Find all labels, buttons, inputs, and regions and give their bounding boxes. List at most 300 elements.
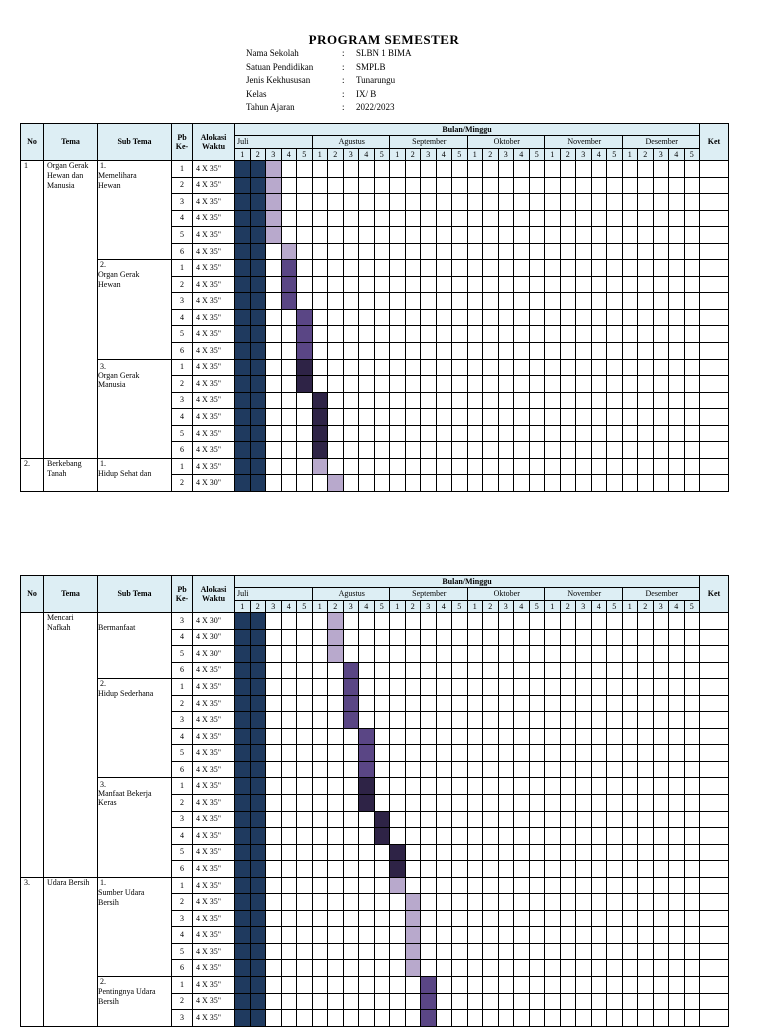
week-cell <box>421 778 437 795</box>
week-cell <box>235 745 251 762</box>
week-cell <box>514 442 530 459</box>
week-cell <box>669 309 685 326</box>
week-cell <box>684 861 700 878</box>
week-cell <box>591 425 607 442</box>
week-cell <box>235 161 251 178</box>
week-cell <box>374 811 390 828</box>
week-cell <box>591 260 607 277</box>
week-cell <box>452 977 468 994</box>
week-cell <box>452 679 468 696</box>
week-cell <box>529 728 545 745</box>
week-cell <box>405 409 421 426</box>
week-cell <box>421 977 437 994</box>
week-cell <box>328 260 344 277</box>
week-cell <box>467 695 483 712</box>
week-cell <box>281 943 297 960</box>
week-cell <box>529 977 545 994</box>
header-week: 1 <box>390 601 406 613</box>
week-cell <box>421 161 437 178</box>
week-cell <box>312 761 328 778</box>
week-cell <box>529 194 545 211</box>
week-cell <box>545 359 561 376</box>
week-cell <box>669 960 685 977</box>
week-cell <box>250 629 266 646</box>
week-cell <box>498 326 514 343</box>
week-cell <box>281 861 297 878</box>
ket-cell <box>700 392 729 409</box>
ket-cell <box>700 326 729 343</box>
week-cell <box>452 613 468 630</box>
week-cell <box>576 778 592 795</box>
week-cell <box>576 276 592 293</box>
week-cell <box>328 276 344 293</box>
week-cell <box>498 960 514 977</box>
week-cell <box>405 960 421 977</box>
week-cell <box>607 795 623 812</box>
week-cell <box>266 227 282 244</box>
week-cell <box>374 679 390 696</box>
week-cell <box>281 442 297 459</box>
week-cell <box>235 475 251 492</box>
alokasi-cell: 4 X 30" <box>193 629 235 646</box>
header-week: 5 <box>297 601 313 613</box>
week-cell <box>250 326 266 343</box>
alokasi-cell: 4 X 35" <box>193 877 235 894</box>
week-cell <box>266 745 282 762</box>
week-cell <box>359 662 375 679</box>
week-cell <box>684 828 700 845</box>
week-cell <box>591 977 607 994</box>
week-cell <box>452 458 468 475</box>
week-cell <box>390 728 406 745</box>
week-cell <box>545 613 561 630</box>
tema-cell: Mencari Nafkah <box>44 613 98 878</box>
week-cell <box>312 326 328 343</box>
week-cell <box>638 662 654 679</box>
header-week: 4 <box>669 149 685 161</box>
week-cell <box>483 210 499 227</box>
pb-cell: 5 <box>172 943 193 960</box>
week-cell <box>560 475 576 492</box>
week-cell <box>250 425 266 442</box>
week-cell <box>328 877 344 894</box>
week-cell <box>498 276 514 293</box>
week-cell <box>390 210 406 227</box>
week-cell <box>576 977 592 994</box>
week-cell <box>607 293 623 310</box>
header-month: Juli <box>235 588 313 601</box>
week-cell <box>250 309 266 326</box>
week-cell <box>607 811 623 828</box>
week-cell <box>669 613 685 630</box>
header-week: 2 <box>638 601 654 613</box>
week-cell <box>514 877 530 894</box>
week-cell <box>343 293 359 310</box>
subtema-text: Bermanfaat <box>98 623 136 632</box>
week-cell <box>343 359 359 376</box>
header-week: 2 <box>405 601 421 613</box>
week-cell <box>483 458 499 475</box>
week-cell <box>405 177 421 194</box>
week-cell <box>638 293 654 310</box>
week-cell <box>266 475 282 492</box>
week-cell <box>498 309 514 326</box>
week-cell <box>235 679 251 696</box>
week-cell <box>343 409 359 426</box>
header-week: 5 <box>452 149 468 161</box>
week-cell <box>560 977 576 994</box>
week-cell <box>390 161 406 178</box>
week-cell <box>498 392 514 409</box>
week-cell <box>607 778 623 795</box>
week-cell <box>467 359 483 376</box>
alokasi-cell: 4 X 35" <box>193 376 235 393</box>
week-cell <box>436 811 452 828</box>
week-cell <box>343 910 359 927</box>
header-tema: Tema <box>44 124 98 161</box>
header-week: 3 <box>498 149 514 161</box>
subtema-text: Memelihara Hewan <box>98 171 137 190</box>
week-cell <box>390 993 406 1010</box>
week-cell <box>328 210 344 227</box>
week-cell <box>576 293 592 310</box>
week-cell <box>328 409 344 426</box>
week-cell <box>436 613 452 630</box>
week-cell <box>312 894 328 911</box>
no-cell: 2. <box>21 458 44 491</box>
subtema-text: Manfaat Bekerja Keras <box>98 789 152 808</box>
header-week: 4 <box>669 601 685 613</box>
week-cell <box>669 161 685 178</box>
week-cell <box>281 828 297 845</box>
week-cell <box>343 425 359 442</box>
week-cell <box>576 728 592 745</box>
week-cell <box>436 712 452 729</box>
week-cell <box>653 475 669 492</box>
week-cell <box>390 761 406 778</box>
week-cell <box>607 177 623 194</box>
week-cell <box>545 309 561 326</box>
pb-cell: 4 <box>172 409 193 426</box>
pb-cell: 2 <box>172 376 193 393</box>
week-cell <box>343 728 359 745</box>
week-cell <box>436 326 452 343</box>
week-cell <box>684 475 700 492</box>
week-cell <box>653 910 669 927</box>
header-pb: Pb Ke- <box>172 576 193 613</box>
week-cell <box>436 894 452 911</box>
week-cell <box>452 475 468 492</box>
week-cell <box>653 795 669 812</box>
week-cell <box>390 679 406 696</box>
week-cell <box>684 409 700 426</box>
header-week: 5 <box>529 149 545 161</box>
week-cell <box>312 993 328 1010</box>
week-cell <box>436 210 452 227</box>
week-cell <box>467 877 483 894</box>
week-cell <box>591 475 607 492</box>
week-cell <box>436 646 452 663</box>
week-cell <box>483 662 499 679</box>
week-cell <box>359 960 375 977</box>
week-cell <box>359 326 375 343</box>
week-cell <box>250 877 266 894</box>
week-cell <box>684 227 700 244</box>
pb-cell: 3 <box>172 613 193 630</box>
week-cell <box>576 425 592 442</box>
header-week: 4 <box>359 601 375 613</box>
week-cell <box>545 343 561 360</box>
week-cell <box>483 745 499 762</box>
alokasi-cell: 4 X 35" <box>193 409 235 426</box>
week-cell <box>328 927 344 944</box>
week-cell <box>374 927 390 944</box>
week-cell <box>560 409 576 426</box>
week-cell <box>669 260 685 277</box>
no-cell <box>21 613 44 878</box>
week-cell <box>312 392 328 409</box>
week-cell <box>684 442 700 459</box>
week-cell <box>328 177 344 194</box>
week-cell <box>545 877 561 894</box>
week-cell <box>560 613 576 630</box>
week-cell <box>312 210 328 227</box>
week-cell <box>266 943 282 960</box>
alokasi-cell: 4 X 35" <box>193 458 235 475</box>
week-cell <box>266 728 282 745</box>
week-cell <box>591 210 607 227</box>
week-cell <box>591 458 607 475</box>
week-cell <box>312 679 328 696</box>
week-cell <box>343 828 359 845</box>
week-cell <box>514 359 530 376</box>
alokasi-cell: 4 X 35" <box>193 910 235 927</box>
week-cell <box>669 376 685 393</box>
week-cell <box>607 359 623 376</box>
week-cell <box>250 392 266 409</box>
week-cell <box>421 910 437 927</box>
week-cell <box>638 960 654 977</box>
week-cell <box>622 910 638 927</box>
week-cell <box>467 662 483 679</box>
week-cell <box>607 877 623 894</box>
header-week: 2 <box>328 149 344 161</box>
subtema-cell <box>98 613 172 679</box>
week-cell <box>498 910 514 927</box>
week-cell <box>297 960 313 977</box>
week-cell <box>343 795 359 812</box>
week-cell <box>297 662 313 679</box>
ket-cell <box>700 795 729 812</box>
week-cell <box>281 927 297 944</box>
week-cell <box>591 343 607 360</box>
week-cell <box>374 894 390 911</box>
week-cell <box>622 425 638 442</box>
week-cell <box>545 745 561 762</box>
week-cell <box>514 613 530 630</box>
alokasi-cell: 4 X 35" <box>193 359 235 376</box>
week-cell <box>359 293 375 310</box>
week-cell <box>622 745 638 762</box>
week-cell <box>266 359 282 376</box>
week-cell <box>250 662 266 679</box>
pb-cell: 6 <box>172 861 193 878</box>
week-cell <box>452 778 468 795</box>
week-cell <box>467 679 483 696</box>
week-cell <box>591 227 607 244</box>
week-cell <box>576 194 592 211</box>
week-cell <box>343 326 359 343</box>
week-cell <box>622 475 638 492</box>
week-cell <box>498 761 514 778</box>
week-cell <box>607 276 623 293</box>
week-cell <box>328 227 344 244</box>
week-cell <box>607 243 623 260</box>
week-cell <box>297 795 313 812</box>
pb-cell: 6 <box>172 662 193 679</box>
week-cell <box>436 910 452 927</box>
week-cell <box>405 778 421 795</box>
week-cell <box>421 177 437 194</box>
week-cell <box>669 910 685 927</box>
week-cell <box>498 943 514 960</box>
week-cell <box>281 728 297 745</box>
week-cell <box>266 662 282 679</box>
week-cell <box>436 260 452 277</box>
week-cell <box>560 943 576 960</box>
week-cell <box>266 392 282 409</box>
week-cell <box>638 260 654 277</box>
subtema-cell <box>98 778 172 877</box>
week-cell <box>343 861 359 878</box>
week-cell <box>653 392 669 409</box>
week-cell <box>607 343 623 360</box>
week-cell <box>638 646 654 663</box>
week-cell <box>638 844 654 861</box>
week-cell <box>638 309 654 326</box>
week-cell <box>545 761 561 778</box>
week-cell <box>312 243 328 260</box>
week-cell <box>374 828 390 845</box>
week-cell <box>436 745 452 762</box>
ket-cell <box>700 662 729 679</box>
week-cell <box>250 844 266 861</box>
week-cell <box>312 425 328 442</box>
week-cell <box>328 293 344 310</box>
week-cell <box>343 679 359 696</box>
pb-cell: 1 <box>172 458 193 475</box>
week-cell <box>607 442 623 459</box>
week-cell <box>405 943 421 960</box>
week-cell <box>560 811 576 828</box>
week-cell <box>669 927 685 944</box>
week-cell <box>436 161 452 178</box>
week-cell <box>390 960 406 977</box>
week-cell <box>560 442 576 459</box>
week-cell <box>529 243 545 260</box>
week-cell <box>684 613 700 630</box>
week-cell <box>498 646 514 663</box>
info-sep: : <box>342 48 345 58</box>
week-cell <box>638 861 654 878</box>
week-cell <box>436 425 452 442</box>
week-cell <box>452 392 468 409</box>
week-cell <box>328 943 344 960</box>
week-cell <box>545 910 561 927</box>
subtema-text: Pentingnya Udara Bersih <box>98 987 156 1007</box>
week-cell <box>638 778 654 795</box>
week-cell <box>529 458 545 475</box>
week-cell <box>359 811 375 828</box>
week-cell <box>281 161 297 178</box>
week-cell <box>359 177 375 194</box>
week-cell <box>266 795 282 812</box>
week-cell <box>545 475 561 492</box>
week-cell <box>452 745 468 762</box>
week-cell <box>297 409 313 426</box>
week-cell <box>328 442 344 459</box>
ket-cell <box>700 210 729 227</box>
week-cell <box>560 293 576 310</box>
week-cell <box>514 943 530 960</box>
week-cell <box>684 712 700 729</box>
week-cell <box>638 227 654 244</box>
week-cell <box>343 161 359 178</box>
week-cell <box>529 894 545 911</box>
week-cell <box>374 761 390 778</box>
week-cell <box>405 293 421 310</box>
week-cell <box>328 993 344 1010</box>
week-cell <box>374 960 390 977</box>
week-cell <box>266 442 282 459</box>
alokasi-cell: 4 X 35" <box>193 276 235 293</box>
ket-cell <box>700 359 729 376</box>
week-cell <box>452 326 468 343</box>
week-cell <box>452 712 468 729</box>
week-cell <box>514 177 530 194</box>
week-cell <box>235 442 251 459</box>
week-cell <box>250 977 266 994</box>
week-cell <box>467 728 483 745</box>
week-cell <box>390 712 406 729</box>
week-cell <box>343 927 359 944</box>
week-cell <box>281 646 297 663</box>
week-cell <box>390 977 406 994</box>
week-cell <box>390 745 406 762</box>
week-cell <box>684 778 700 795</box>
pb-cell: 2 <box>172 276 193 293</box>
week-cell <box>452 177 468 194</box>
week-cell <box>421 309 437 326</box>
week-cell <box>266 376 282 393</box>
week-cell <box>467 177 483 194</box>
week-cell <box>250 260 266 277</box>
week-cell <box>638 613 654 630</box>
week-cell <box>436 227 452 244</box>
week-cell <box>374 695 390 712</box>
week-cell <box>235 943 251 960</box>
week-cell <box>374 392 390 409</box>
week-cell <box>669 276 685 293</box>
week-cell <box>607 712 623 729</box>
week-cell <box>545 210 561 227</box>
week-cell <box>483 243 499 260</box>
week-cell <box>498 712 514 729</box>
week-cell <box>297 243 313 260</box>
week-cell <box>576 210 592 227</box>
week-cell <box>281 376 297 393</box>
week-cell <box>312 960 328 977</box>
